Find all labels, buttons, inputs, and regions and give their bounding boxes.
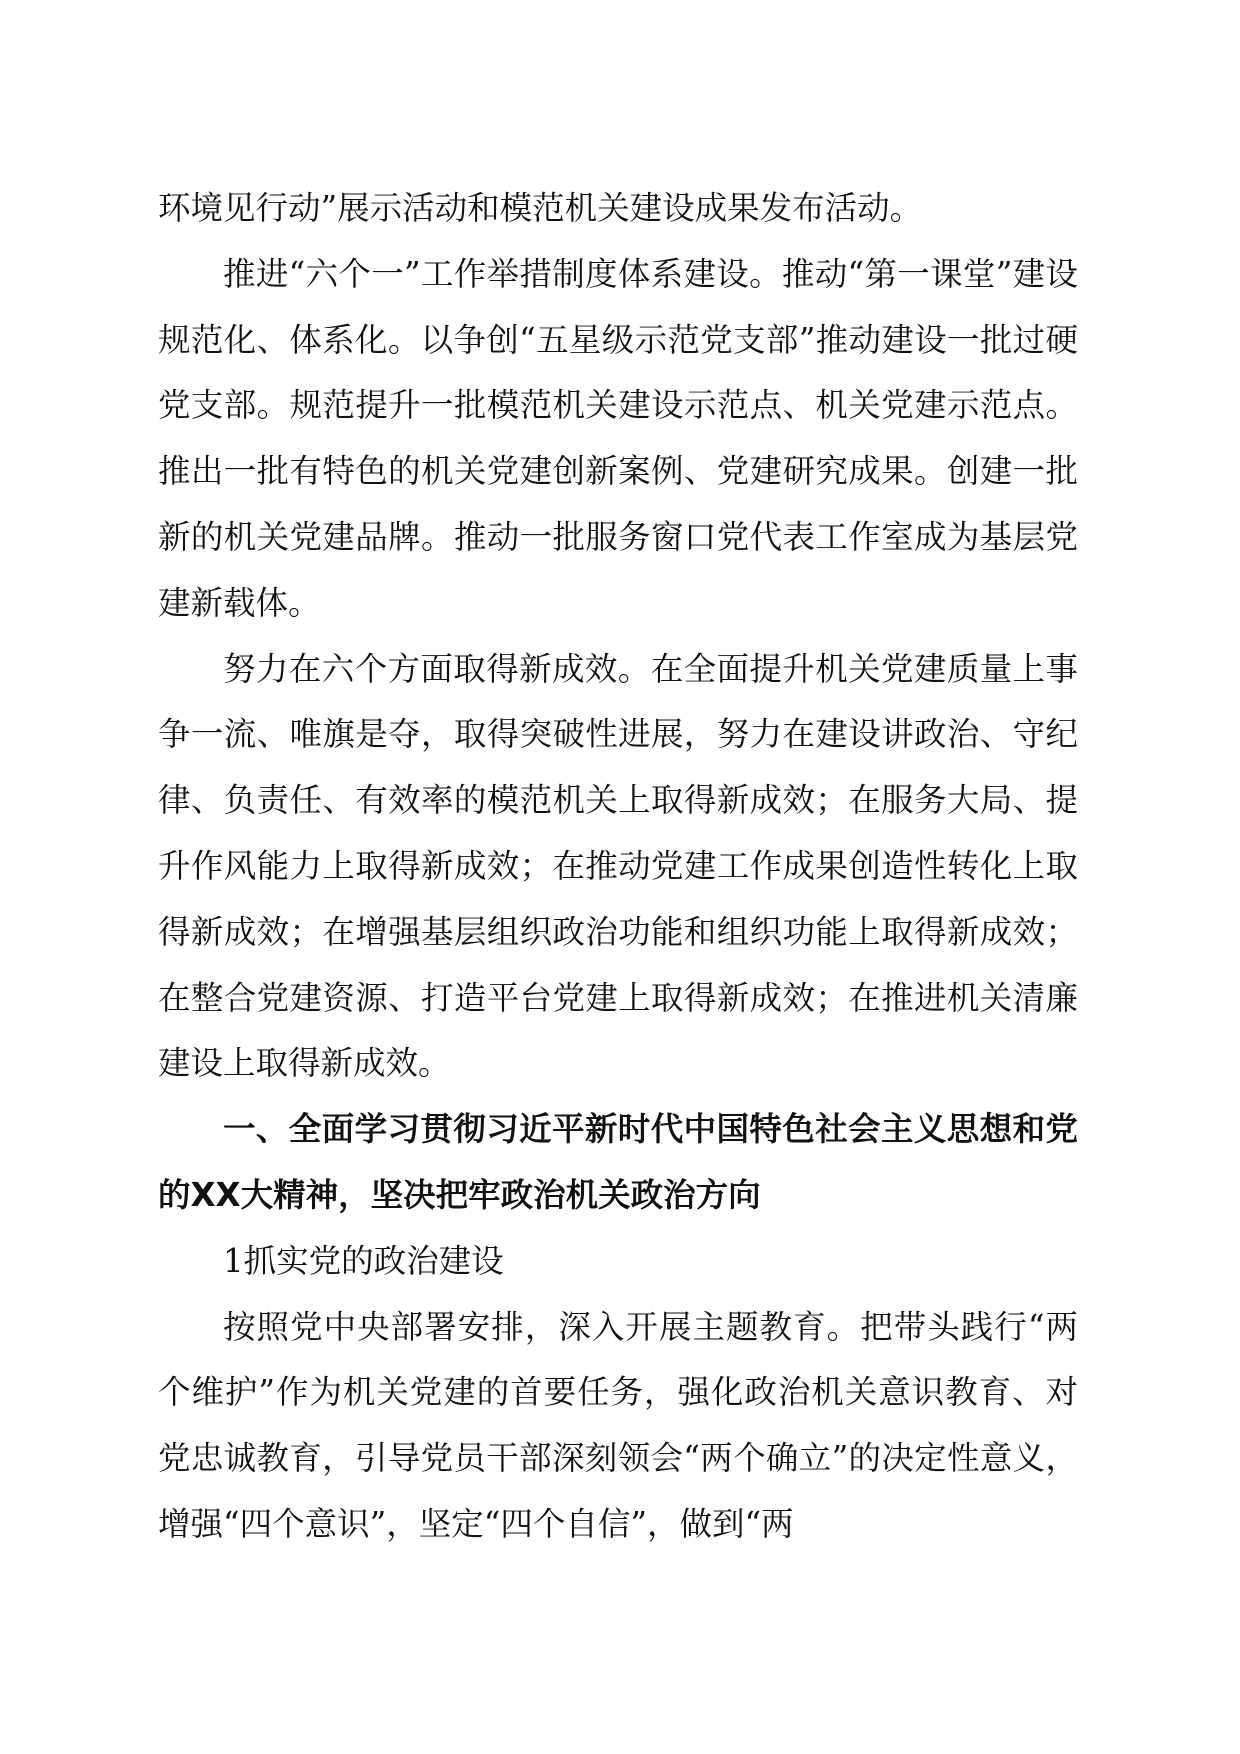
paragraph-political-building: 按照党中央部署安排，深入开展主题教育。把带头践行“两个维护”作为机关党建的首要任务，强化政治机关意识教育、对党忠诚教育，引导党员干部深刻领会“两个确立”的决定性意义，增强“四个意识”，坚定“四个自信”，做到“两 — [158, 1307, 1078, 1543]
paragraph-six-measures: 推进“六个一”工作举措制度体系建设。推动“第一课堂”建设规范化、体系化。以争创“五星级示范党支部”推动建设一批过硬党支部。规范提升一批模范机关建设示范点、机关党建示范点。推出一批有特色的机关党建创新案例、党建研究成果。创建一批新的机关党建品牌。推动一批服务窗口党代表工作室成为基层党建新载体。 — [158, 254, 1078, 622]
document-body — [158, 176, 1078, 1558]
subsection-heading: 1抓实党的政治建设 — [223, 1241, 504, 1280]
section-heading: 一、全面学习贯彻习近平新时代中国特色社会主义思想和党的XX大精神，坚决把牢政治机关政治方向 — [158, 1110, 1078, 1214]
paragraph-continuation: 环境见行动”展示活动和模范机关建设成果发布活动。 — [158, 189, 923, 227]
paragraph-six-achievements: 努力在六个方面取得新成效。在全面提升机关党建质量上事争一流、唯旗是夺，取得突破性进展，努力在建设讲政治、守纪律、负责任、有效率的模范机关上取得新成效；在服务大局、提升作风能力上取得新成效；在推动党建工作成果创造性转化上取得新成效；在增强基层组织政治功能和组织功能上取得新成效；在整合党建资源、打造平台党建上取得新成效；在推进机关清廉建设上取得新成效。 — [158, 649, 1078, 1083]
